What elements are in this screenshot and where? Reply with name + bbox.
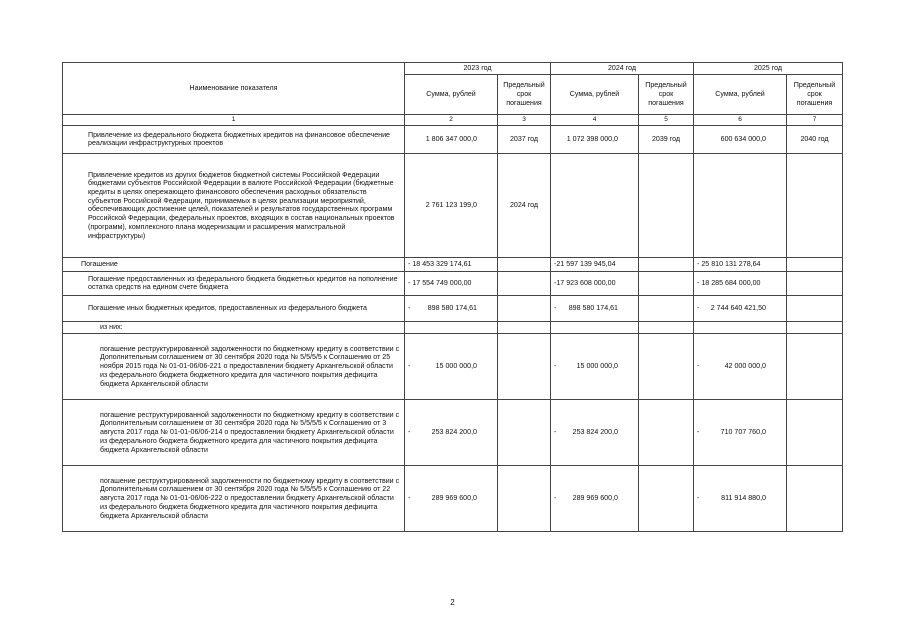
term-header-2023: Предельный срок погашения (498, 75, 551, 115)
sum-cell-2024 (551, 271, 639, 295)
sum-cell-2023 (405, 153, 498, 257)
term-cell-2024 (639, 295, 694, 321)
column-number: 7 (787, 115, 843, 126)
sum-cell-2025 (694, 125, 787, 153)
indicator-name-cell: Привлечение кредитов из других бюджетов бюджетной системы Российской Федерации бюджетами субъектов Российской Федерации в валюте Российской Федерации (бюджетные кредиты в целях опережающего финансового обеспечения расходных обязательств субъектов Российской Федерации, принимаемых в целях реализации мероприятий, обеспечивающих достижение целей, показателей и результатов государственных программ Российской Федерации, федеральных проектов, входящих в состав национальных проектов (программ), комплексного плана модернизации и расширения магистральной инфраструктуры) (63, 153, 405, 257)
table-row (63, 465, 843, 531)
sum-value: 15 000 000,0 (576, 362, 618, 371)
sum-value: - 17 554 749 000,00 (408, 279, 472, 288)
table-row (63, 399, 843, 465)
minus-sign: - (554, 428, 557, 437)
table-row (63, 321, 843, 333)
minus-sign: - (554, 304, 557, 313)
sum-value: -21 597 139 945,04 (554, 260, 616, 269)
column-number-row (63, 115, 843, 126)
term-header-2024: Предельный срок погашения (639, 75, 694, 115)
sum-cell-2023 (405, 321, 498, 333)
sum-value: -17 923 608 000,00 (554, 279, 616, 288)
table-row (63, 295, 843, 321)
sum-cell-2024 (551, 125, 639, 153)
sum-cell-2025 (694, 271, 787, 295)
year-header-2025: 2025 год (694, 63, 843, 75)
sum-header-2024: Сумма, рублей (551, 75, 639, 115)
term-cell-2023 (498, 399, 551, 465)
minus-sign: - (408, 362, 411, 371)
sum-value: 1 806 347 000,0 (425, 135, 477, 144)
term-cell-2024 (639, 153, 694, 257)
term-cell-2024: 2039 год (639, 125, 694, 153)
minus-sign: - (554, 362, 557, 371)
term-cell-2023 (498, 333, 551, 399)
sum-cell-2025 (694, 333, 787, 399)
table-row (63, 271, 843, 295)
term-cell-2025 (787, 295, 843, 321)
indicator-name-cell: погашение реструктурированной задолженности по бюджетному кредиту в соответствии с Дополнительным соглашением от 30 сентября 2020 года № 5/5/5/5 к Соглашению от 25 ноября 2015 года № 01-01-06/06-221 о предоставлении бюджету Архангельской области из федерального бюджета бюджетного кредита для частичного покрытия дефицита бюджета Архангельской области (63, 333, 405, 399)
sum-cell-2023 (405, 465, 498, 531)
sum-value: 2 761 123 199,0 (425, 201, 477, 210)
term-cell-2025 (787, 153, 843, 257)
term-cell-2024 (639, 399, 694, 465)
sum-cell-2023 (405, 399, 498, 465)
year-header-2024: 2024 год (551, 63, 694, 75)
term-cell-2023 (498, 465, 551, 531)
indicator-name-cell: Погашение (63, 257, 405, 271)
table-row (63, 125, 843, 153)
term-cell-2024 (639, 257, 694, 271)
sum-cell-2024 (551, 465, 639, 531)
sum-value: 600 634 000,0 (720, 135, 766, 144)
sum-value: 253 824 200,0 (572, 428, 618, 437)
sum-value: - 25 810 131 278,64 (697, 260, 761, 269)
sum-value: 289 969 600,0 (572, 494, 618, 503)
indicator-name-cell: Привлечение из федерального бюджета бюджетных кредитов на финансовое обеспечение реализации инфраструктурных проектов (63, 125, 405, 153)
sum-value: 15 000 000,0 (435, 362, 477, 371)
sum-value: - 18 285 684 000,00 (697, 279, 761, 288)
term-cell-2024 (639, 333, 694, 399)
indicator-name-cell: погашение реструктурированной задолженности по бюджетному кредиту в соответствии с Дополнительным соглашением от 30 сентября 2020 года № 5/5/5/5 к Соглашению от 22 августа 2017 года № 01-01-06/06-222 о предоставлении бюджету Архангельской области из федерального бюджета бюджетного кредита для частичного покрытия дефицита бюджета Архангельской области (63, 465, 405, 531)
term-cell-2023: 2037 год (498, 125, 551, 153)
column-number: 5 (639, 115, 694, 126)
sum-cell-2024 (551, 399, 639, 465)
term-cell-2025 (787, 333, 843, 399)
table-row (63, 257, 843, 271)
sum-cell-2023 (405, 295, 498, 321)
sum-cell-2025 (694, 257, 787, 271)
sum-cell-2025 (694, 465, 787, 531)
term-cell-2025: 2040 год (787, 125, 843, 153)
minus-sign: - (554, 494, 557, 503)
term-cell-2023 (498, 321, 551, 333)
term-cell-2023 (498, 271, 551, 295)
term-cell-2025 (787, 321, 843, 333)
sum-header-2023: Сумма, рублей (405, 75, 498, 115)
sum-cell-2024 (551, 153, 639, 257)
sum-value: 42 000 000,0 (724, 362, 766, 371)
indicator-name-cell: из них: (63, 321, 405, 333)
sum-cell-2023 (405, 125, 498, 153)
minus-sign: - (697, 362, 700, 371)
indicator-name-cell: Погашение иных бюджетных кредитов, предоставленных из федерального бюджета (63, 295, 405, 321)
term-cell-2025 (787, 271, 843, 295)
term-cell-2025 (787, 465, 843, 531)
sum-cell-2025 (694, 399, 787, 465)
sum-header-2025: Сумма, рублей (694, 75, 787, 115)
sum-cell-2024 (551, 295, 639, 321)
sum-cell-2024 (551, 321, 639, 333)
sum-value: 710 707 760,0 (720, 428, 766, 437)
term-cell-2023 (498, 295, 551, 321)
column-number: 1 (63, 115, 405, 126)
budget-table (62, 62, 843, 532)
column-number: 2 (405, 115, 498, 126)
sum-value: 811 914 880,0 (721, 494, 766, 503)
term-cell-2025 (787, 257, 843, 271)
sum-cell-2025 (694, 321, 787, 333)
sum-cell-2023 (405, 271, 498, 295)
sum-cell-2025 (694, 295, 787, 321)
minus-sign: - (408, 304, 411, 313)
year-header-2023: 2023 год (405, 63, 551, 75)
column-number: 3 (498, 115, 551, 126)
term-cell-2024 (639, 465, 694, 531)
sum-value: 2 744 640 421,50 (710, 304, 766, 313)
term-cell-2023: 2024 год (498, 153, 551, 257)
sum-value: 898 580 174,61 (427, 304, 477, 313)
minus-sign: - (697, 304, 700, 313)
indicator-name-cell: Погашение предоставленных из федерального бюджета бюджетных кредитов на пополнение остатка средств на едином счете бюджета (63, 271, 405, 295)
sum-cell-2024 (551, 257, 639, 271)
term-cell-2024 (639, 321, 694, 333)
minus-sign: - (408, 494, 411, 503)
sum-value: 898 580 174,61 (568, 304, 618, 313)
sum-cell-2023 (405, 257, 498, 271)
page-number: 2 (450, 598, 455, 607)
minus-sign: - (408, 428, 411, 437)
sum-cell-2025 (694, 153, 787, 257)
table-row (63, 333, 843, 399)
table-row (63, 153, 843, 257)
sum-cell-2024 (551, 333, 639, 399)
sum-value: - 18 453 329 174,61 (408, 260, 472, 269)
column-number: 4 (551, 115, 639, 126)
minus-sign: - (697, 428, 700, 437)
column-number: 6 (694, 115, 787, 126)
indicator-name-header: Наименование показателя (63, 63, 405, 115)
indicator-name-cell: погашение реструктурированной задолженности по бюджетному кредиту в соответствии с Дополнительным соглашением от 30 сентября 2020 года № 5/5/5/5 к Соглашению от 3 августа 2017 года № 01-01-06/06-214 о предоставлении бюджету Архангельской области из федерального бюджета бюджетного кредита для частичного покрытия дефицита бюджета Архангельской области (63, 399, 405, 465)
sum-cell-2023 (405, 333, 498, 399)
term-cell-2025 (787, 399, 843, 465)
term-header-2025: Предельный срок погашения (787, 75, 843, 115)
term-cell-2024 (639, 271, 694, 295)
term-cell-2023 (498, 257, 551, 271)
table-body (63, 125, 843, 531)
sum-value: 1 072 398 000,0 (566, 135, 618, 144)
minus-sign: - (697, 494, 700, 503)
sum-value: 289 969 600,0 (431, 494, 477, 503)
sum-value: 253 824 200,0 (431, 428, 477, 437)
